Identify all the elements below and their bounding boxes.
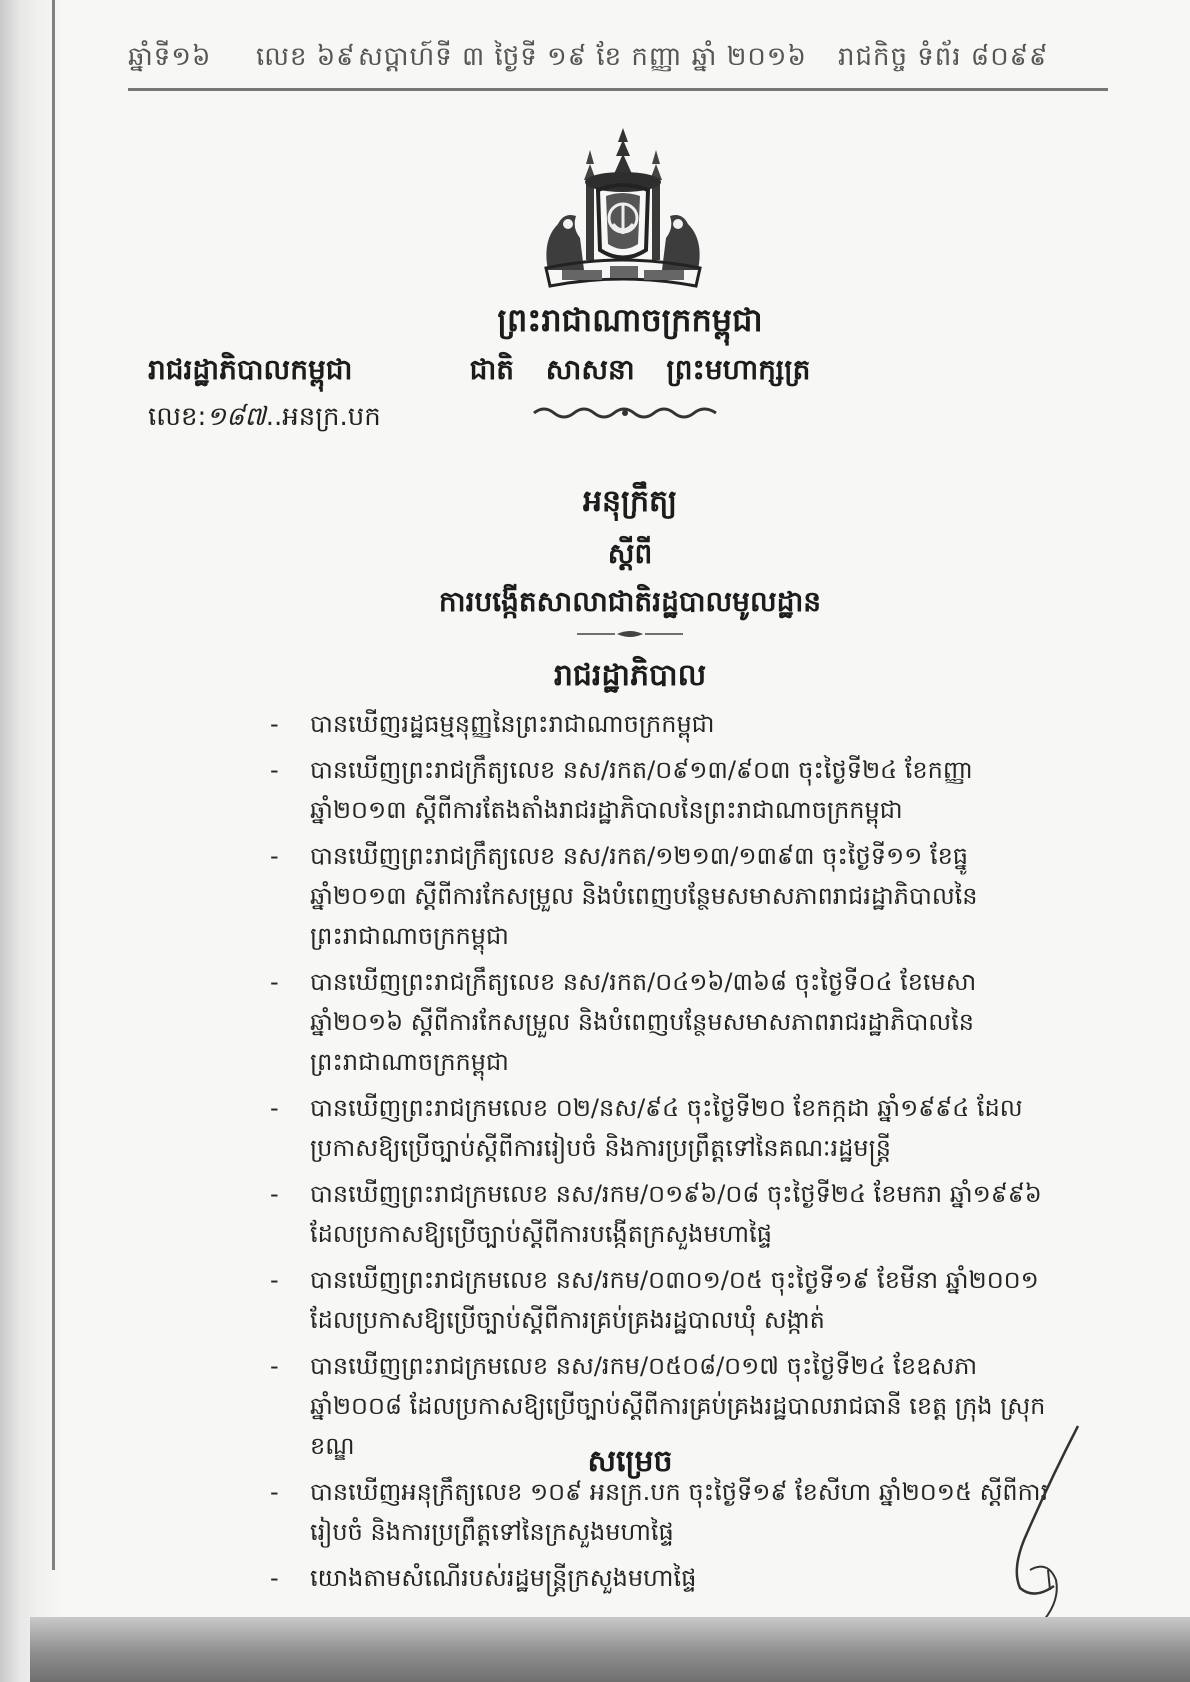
document-subject: ការបង្កើតសាលាជាតិរដ្ឋបាលមូលដ្ឋាន (438, 585, 822, 618)
signature-initial-icon (990, 1420, 1100, 1630)
issuer-heading: រាជរដ្ឋាភិបាល (553, 658, 707, 693)
list-marker: - (270, 1352, 279, 1380)
scan-bottom-shadow (30, 1617, 1190, 1682)
recital-text: បានឃើញព្រះរាជក្រមលេខ នស/រកម/០៥០៨/០១៧ ចុះថ្ងៃទី២៤ ខែឧសភា ឆ្នាំ២០០៨ ដែលប្រកាសឱ្យប្រើច្បាប់ស្ដីពីការគ្រប់គ្រងរដ្ឋបាលរាជធានី ខេត្ត ក្រុង ស្រុក ខណ្ឌ (310, 1352, 1046, 1460)
national-motto: ជាតិ សាសនា ព្រះមហាក្សត្រ (469, 353, 811, 386)
subject-divider-icon (575, 630, 685, 638)
recital-text: បានឃើញព្រះរាជក្រឹត្យលេខ នស/រកត/០៤១៦/៣៦៨ ចុះថ្ងៃទី០៤ ខែមេសា ឆ្នាំ២០១៦ ស្ដីពីការកែសម្រួល និងបំពេញបន្ថែមសមាសភាពរាជរដ្ឋាភិបាលនៃព្រះរាជាណាចក្រកម្ពុជា (310, 968, 977, 1076)
list-item (270, 1088, 1050, 1168)
list-marker: - (270, 1478, 279, 1506)
recital-text: បានឃើញព្រះរាជក្រមលេខ នស/រកម/០១៩៦/០៨ ចុះថ្ងៃទី២៤ ខែមករា ឆ្នាំ១៩៩៦ ដែលប្រកាសឱ្យប្រើច្បាប់ស្ដីពីការបង្កើតក្រសួងមហាផ្ទៃ (310, 1180, 1042, 1248)
gazette-week-date: សប្ដាហ៍ទី ៣ ថ្ងៃទី ១៩ ខែ កញ្ញា ឆ្នាំ ២០១៦ (358, 42, 807, 72)
gazette-year: ឆ្នាំទី១៦ (128, 42, 212, 72)
list-marker: - (270, 842, 279, 870)
list-item (270, 1260, 1050, 1340)
list-marker: - (270, 710, 279, 738)
list-marker: - (270, 756, 279, 784)
list-item (270, 750, 1050, 830)
reference-number: លេខ:១៨៧..អនក្រ.បក (148, 402, 381, 432)
list-marker: - (270, 1266, 279, 1294)
about-label: ស្ដីពី (607, 537, 653, 570)
document-type: អនុក្រឹត្យ (582, 484, 678, 519)
recital-text: បានឃើញអនុក្រឹត្យលេខ ១០៩ អនក្រ.បក ចុះថ្ងៃទី១៩ ខែសីហា ឆ្នាំ២០១៥ ស្ដីពីការរៀបចំ និងការប្រព្រឹត្តទៅនៃក្រសួងមហាផ្ទៃ (310, 1478, 1049, 1546)
list-item (270, 704, 1050, 744)
reference-label: លេខ: (148, 402, 207, 432)
list-marker: - (270, 968, 279, 996)
list-item (270, 1558, 1050, 1598)
list-item (270, 962, 1050, 1082)
recital-text: យោងតាមសំណើរបស់រដ្ឋមន្ត្រីក្រសួងមហាផ្ទៃ (310, 1564, 697, 1592)
list-marker: - (270, 1180, 279, 1208)
government-name: រាជរដ្ឋាភិបាលកម្ពុជា (148, 353, 353, 386)
recital-text: បានឃើញព្រះរាជក្រឹត្យលេខ នស/រកត/០៩១៣/៩០៣ ចុះថ្ងៃទី២៤ ខែកញ្ញា ឆ្នាំ២០១៣ ស្ដីពីការតែងតាំងរាជរដ្ឋាភិបាលនៃព្រះរាជាណាចក្រកម្ពុជា (310, 756, 973, 824)
gazette-issue: លេខ ៦៩ (256, 42, 356, 72)
list-marker: - (270, 1564, 279, 1592)
ornament-divider-icon (530, 405, 720, 421)
kingdom-title: ព្រះរាជាណាចក្រកម្ពុជា (497, 301, 763, 339)
recital-text: បានឃើញព្រះរាជក្រឹត្យលេខ នស/រកត/១២១៣/១៣៩៣ ចុះថ្ងៃទី១១ ខែធ្នូ ឆ្នាំ២០១៣ ស្ដីពីការកែសម្រួល និងបំពេញបន្ថែមសមាសភាពរាជរដ្ឋាភិបាលនៃព្រះរាជាណាចក្រកម្ពុជា (310, 842, 978, 950)
header-rule (128, 88, 1108, 91)
document-page (55, 0, 1190, 1618)
recital-text: បានឃើញរដ្ឋធម្មនុញ្ញនៃព្រះរាជាណាចក្រកម្ពុជា (310, 710, 715, 738)
recital-text: បានឃើញព្រះរាជក្រមលេខ ០២/នស/៩៤ ចុះថ្ងៃទី២០ ខែកក្កដា ឆ្នាំ១៩៩៤ ដែលប្រកាសឱ្យប្រើច្បាប់ស្ដីពីការរៀបចំ និងការប្រព្រឹត្តទៅនៃគណៈរដ្ឋមន្ត្រី (310, 1094, 1023, 1162)
reference-number-value: ១៨៧ (206, 402, 266, 432)
reference-suffix: អនក្រ.បក (282, 402, 381, 432)
royal-coat-of-arms-icon (528, 120, 718, 292)
recital-text: បានឃើញព្រះរាជក្រមលេខ នស/រកម/០៣០១/០៥ ចុះថ្ងៃទី១៩ ខែមីនា ឆ្នាំ២០០១ ដែលប្រកាសឱ្យប្រើច្បាប់ស្ដីពីការគ្រប់គ្រងរដ្ឋបាលឃុំ សង្កាត់ (310, 1266, 1039, 1334)
list-item (270, 1174, 1050, 1254)
decision-heading: សម្រេច (587, 1444, 673, 1479)
list-item (270, 836, 1050, 956)
list-marker: - (270, 1094, 279, 1122)
gazette-page: រាជកិច្ច ទំព័រ ៨០៩៩ (838, 42, 1049, 72)
